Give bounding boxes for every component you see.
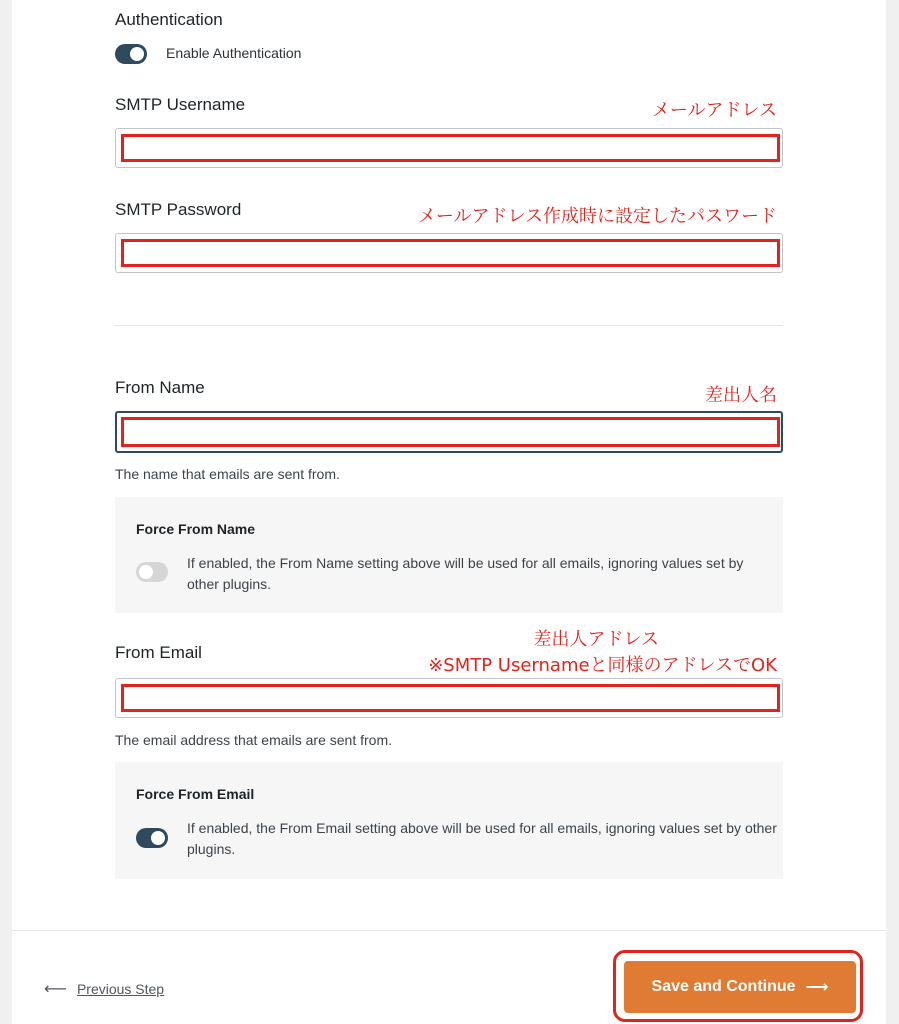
toggle-knob	[139, 565, 153, 579]
smtp-password-annotation: メールアドレス作成時に設定したパスワード	[417, 206, 777, 227]
from-name-field[interactable]	[115, 411, 783, 453]
section-divider	[115, 325, 783, 326]
enable-authentication-label: Enable Authentication	[166, 45, 302, 61]
previous-step-link[interactable]	[44, 979, 164, 999]
smtp-password-label: SMTP Password	[115, 200, 242, 219]
smtp-username-annotation: メールアドレス	[651, 100, 777, 121]
from-name-input[interactable]	[117, 413, 781, 451]
from-name-help: The name that emails are sent from.	[115, 466, 340, 482]
previous-step-label: Previous Step	[76, 981, 165, 997]
force-from-name-description: If enabled, the From Name setting above will be used for all emails, ignoring values set by other plugins.	[187, 555, 744, 592]
from-name-annotation: 差出人名	[705, 385, 777, 406]
smtp-username-input[interactable]	[116, 129, 782, 167]
authentication-title: Authentication	[115, 10, 223, 29]
force-from-name-panel	[115, 497, 783, 613]
force-from-name-toggle[interactable]	[136, 562, 168, 582]
footer-divider	[12, 930, 886, 931]
save-and-continue-label: Save and Continue	[651, 978, 796, 995]
from-email-field[interactable]	[115, 678, 783, 718]
toggle-knob	[130, 47, 144, 61]
from-email-annotation-line2: ※SMTP Usernameと同様のアドレスでOK	[428, 655, 777, 676]
force-from-email-description: If enabled, the From Email setting above will be used for all emails, ignoring values set by other plugins.	[187, 820, 777, 857]
arrow-left-icon: ⟵	[44, 981, 67, 998]
force-from-email-title: Force From Email	[136, 786, 255, 802]
from-email-help: The email address that emails are sent from.	[115, 732, 393, 748]
from-email-input[interactable]	[116, 679, 782, 717]
save-and-continue-button[interactable]	[624, 961, 856, 1013]
force-from-email-toggle[interactable]	[136, 828, 168, 848]
from-name-label: From Name	[115, 378, 205, 397]
smtp-username-label: SMTP Username	[115, 95, 246, 114]
force-from-email-panel	[115, 762, 783, 879]
enable-authentication-toggle[interactable]	[115, 44, 147, 64]
smtp-password-field[interactable]	[115, 233, 783, 273]
force-from-name-title: Force From Name	[136, 521, 256, 537]
smtp-password-input[interactable]	[116, 234, 782, 272]
toggle-knob	[151, 831, 165, 845]
from-email-label: From Email	[115, 643, 202, 662]
from-email-annotation-line1: 差出人アドレス	[533, 629, 659, 650]
smtp-username-field[interactable]	[115, 128, 783, 168]
arrow-right-icon: ⟶	[805, 979, 829, 996]
